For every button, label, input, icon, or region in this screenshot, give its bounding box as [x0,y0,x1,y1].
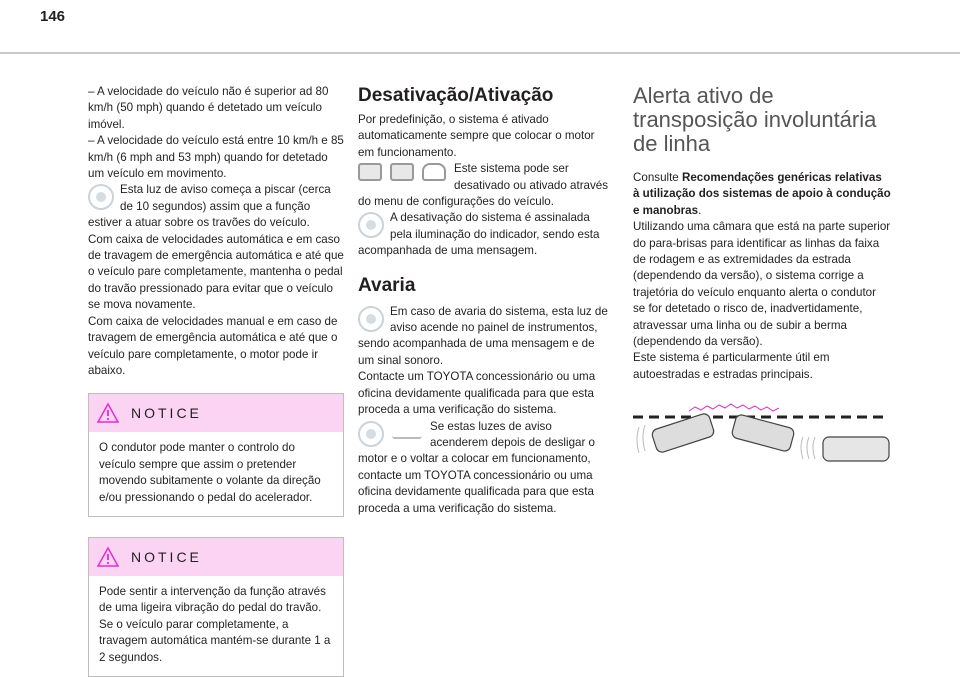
header-divider [0,52,960,54]
brake-warning-light-icon [88,184,114,210]
wrench-icon [392,421,422,439]
paragraph: – A velocidade do veículo está entre 10 km/h e 85 km/h (6 mph and 53 mph) quando for detetado um veículo em movimento. [88,134,344,181]
paragraph-text: A desativação do sistema é assinalada pela iluminação do indicador, sendo esta acompanhada de uma mensagem. [358,211,600,258]
paragraph-with-warning-light [358,304,612,370]
consult-link[interactable]: Recomendações genéricas relativas à utilização dos sistemas de apoio à condução e manobras [633,171,891,217]
consult-suffix: . [698,203,702,217]
notice-body: Pode sentir a intervenção da função através de uma ligeira vibração do pedal do travão. Se o veículo parar completamente, a travagem automática mantém-se durante 1 a 2 segundos. [99,584,331,664]
notice-body: O condutor pode manter o controlo do veículo sempre que assim o pretender movendo subitamente o volante da direção e/ou pressionando o pedal do acelerador. [99,441,321,504]
right-column [633,84,891,463]
notice-title: NOTICE [131,405,202,422]
paragraph-with-warning-lights [358,419,612,517]
paragraph-with-indicator [358,210,612,259]
car-icon [422,163,446,181]
paragraph-text: Se estas luzes de aviso acenderem depois de desligar o motor e o voltar a colocar em funcionamento, contacte um TOYOTA concessionário ou uma oficina devidamente qualificada para que esta proceda a uma verificação do sistema. [358,419,595,515]
notice-box [88,537,344,677]
paragraph: Por predefinição, o sistema é ativado automaticamente sempre que colocar o motor em funcionamento. [358,113,595,159]
warning-triangle-icon [97,547,119,567]
paragraph-text: Esta luz de aviso começa a piscar (cerca de 10 segundos) assim que a função estiver a atuar sobre os travões do veículo. [88,183,331,230]
paragraph: Com caixa de velocidades manual e em caso de travagem de emergência automática e até que o veículo pare completamente, o motor pode ir abaixo. [88,314,338,377]
section-heading: Avaria [358,274,416,296]
settings-sliders-icon [390,163,414,181]
warning-lights [358,421,422,447]
consult-reference [633,170,891,219]
page-number: 146 [40,8,66,25]
paragraph: Este sistema é particularmente útil em autoestradas e estradas principais. [633,351,830,381]
section-heading: Alerta ativo de transposição involuntária de linha [633,83,877,156]
display-menu-icon [358,163,382,181]
section-heading: Desativação/Ativação [358,85,554,106]
paragraph: Utilizando uma câmara que está na parte superior do para-brisas para identificar as linhas da faixa de rodagem e as extremidades da estrada (dependendo da versão), o sistema corrige a trajetória do veículo enquanto alerta o condutor se for detetado o risco de, inadvertidamente, atravessar uma linha ou de subir a berma (dependendo da versão). [633,220,891,349]
paragraph-text: Este sistema pode ser desativado ou ativado através do menu de configurações do veículo. [358,162,609,209]
fault-warning-light-icon [358,306,384,332]
lane-departure-illustration [633,397,889,457]
middle-column [358,84,612,517]
paragraph: – A velocidade do veículo não é superior ad 80 km/h (50 mph) quando é detetado um veículo imóvel. [88,85,329,131]
paragraph-with-icons [358,161,612,210]
paragraph: Contacte um TOYOTA concessionário ou uma oficina devidamente qualificada para que esta proceda a uma verificação do sistema. [358,370,596,417]
paragraph-with-warning-light [88,182,344,231]
system-off-indicator-icon [358,212,384,238]
warning-triangle-icon [97,403,119,423]
consult-prefix: Consulte [633,171,682,184]
settings-icons [358,163,446,181]
paragraph-text: Em caso de avaria do sistema, esta luz de aviso acende no painel de instrumentos, sendo acompanhada de uma mensagem e de um sinal sonoro. [358,304,608,367]
left-column [88,84,344,677]
notice-title: NOTICE [131,548,202,565]
fault-warning-light-icon [358,421,384,447]
notice-box [88,393,344,517]
paragraph: Com caixa de velocidades automática e em caso de travagem de emergência automática e até que o veículo pare completamente, mantenha o pedal do travão pressionado para evitar que o veículo se mova novamente. [88,232,344,312]
